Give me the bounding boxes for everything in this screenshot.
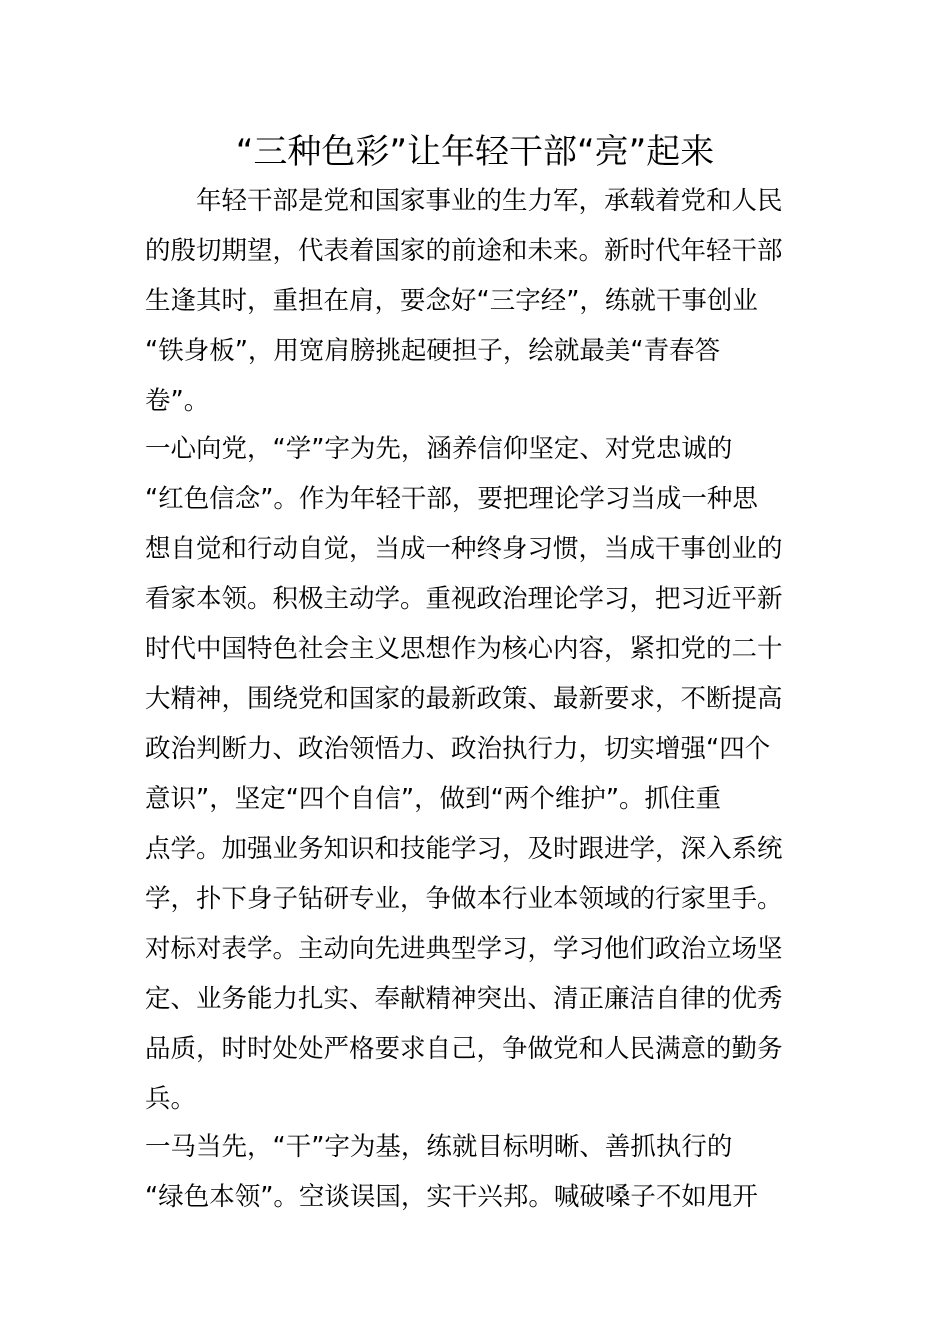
paragraph-line: 年轻干部是党和国家事业的生力军，承载着党和人民 <box>145 186 783 216</box>
paragraph-line: 学，扑下身子钻研专业，争做本行业本领域的行家里手。 <box>145 884 783 914</box>
paragraph-line: 的殷切期望，代表着国家的前途和未来。新时代年轻干部 <box>145 236 783 266</box>
paragraph-line: 定、业务能力扎实、奉献精神突出、清正廉洁自律的优秀 <box>145 984 783 1014</box>
paragraph-1 <box>145 176 807 426</box>
paragraph-line: “铁身板”，用宽肩膀挑起硬担子，绘就最美“青春答 <box>145 336 721 366</box>
paragraph-line: 一心向党，“学”字为先，涵养信仰坚定、对党忠诚的 <box>145 434 733 464</box>
paragraph-line: 看家本领。积极主动学。重视政治理论学习，把习近平新 <box>145 584 783 614</box>
paragraph-line: 时代中国特色社会主义思想作为核心内容，紧扣党的二十 <box>145 634 783 664</box>
paragraph-line: 对标对表学。主动向先进典型学习，学习他们政治立场坚 <box>145 934 783 964</box>
paragraph-line: 品质，时时处处严格要求自己，争做党和人民满意的勤务 <box>145 1034 783 1064</box>
paragraph-2 <box>145 424 807 1124</box>
paragraph-line: 一马当先，“干”字为基，练就目标明晰、善抓执行的 <box>145 1132 733 1162</box>
paragraph-line: 政治判断力、政治领悟力、政治执行力，切实增强“四个 <box>145 734 771 764</box>
paragraph-line: 想自觉和行动自觉，当成一种终身习惯，当成干事创业的 <box>145 534 783 564</box>
paragraph-line: 意识”，坚定“四个自信”，做到“两个维护”。抓住重 <box>145 784 722 814</box>
paragraph-line: “绿色本领”。空谈误国，实干兴邦。喊破嗓子不如甩开 <box>145 1182 758 1212</box>
paragraph-line: 卷”。 <box>145 386 210 416</box>
document-title: “三种色彩”让年轻干部“亮”起来 <box>235 132 715 172</box>
paragraph-3 <box>145 1122 807 1222</box>
paragraph-line: 兵。 <box>145 1084 197 1114</box>
paragraph-line: 点学。加强业务知识和技能学习，及时跟进学，深入系统 <box>145 834 783 864</box>
paragraph-line: 大精神，围绕党和国家的最新政策、最新要求，不断提高 <box>145 684 783 714</box>
paragraph-line: “红色信念”。作为年轻干部，要把理论学习当成一种思 <box>145 484 758 514</box>
paragraph-line: 生逢其时，重担在肩，要念好“三字经”，练就干事创业 <box>145 286 758 316</box>
